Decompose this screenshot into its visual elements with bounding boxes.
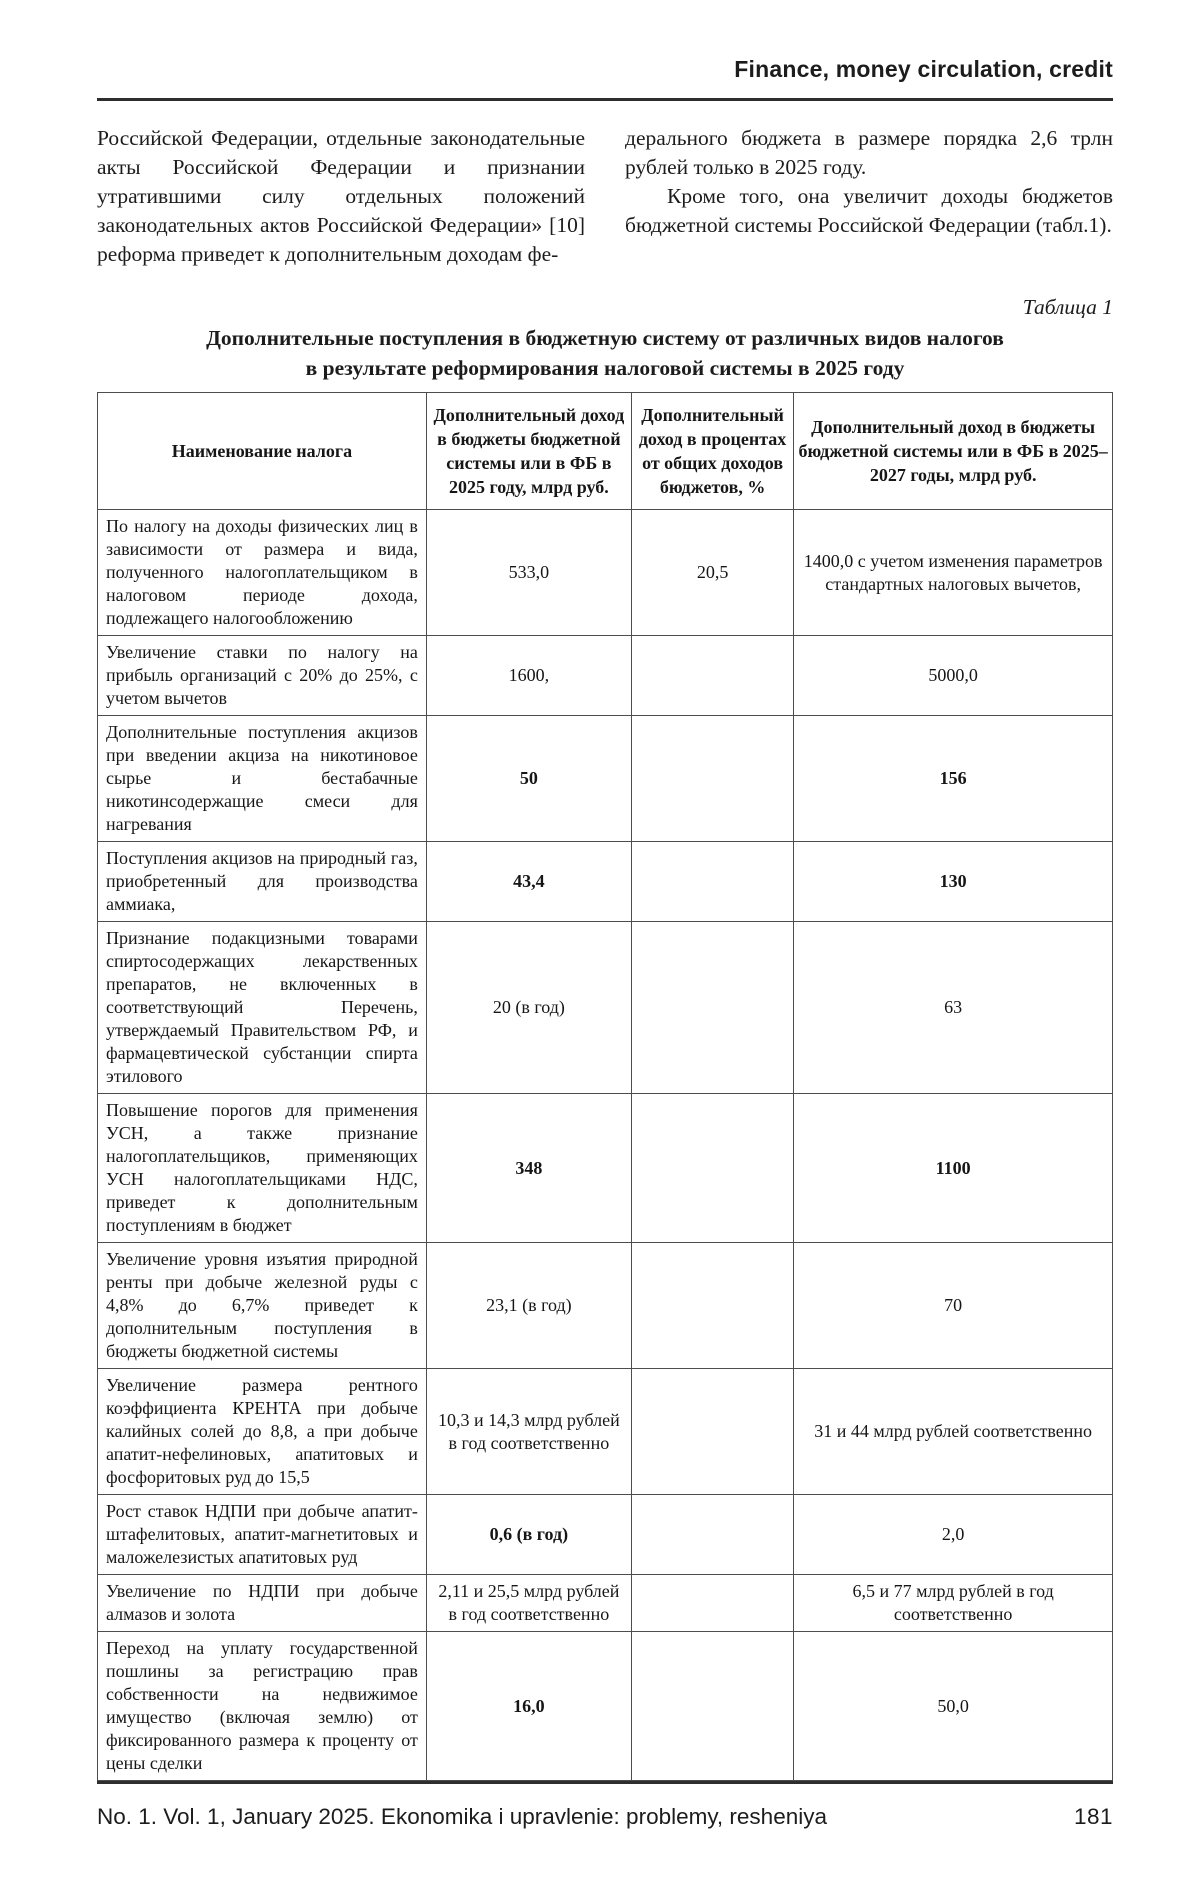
table-caption: Таблица 1: [1022, 295, 1113, 319]
tax-name-cell: Увеличение размера рентного коэффициента КРЕНТА при добыче калийных солей до 8,8, а при добыче апатит-нефелиновых, апатитовых и фосфоритовых руд до 15,5: [98, 1369, 427, 1495]
value-2025-cell: 23,1 (в год): [426, 1243, 631, 1369]
value-2025-2027-cell: 156: [794, 716, 1113, 842]
table-title: [97, 323, 1113, 383]
tax-name-cell: Рост ставок НДПИ при добыче апатит-штафелитовых, апатит-магнетитовых и маложелезистых апатитовых руд: [98, 1495, 427, 1575]
table-row: [98, 1495, 1113, 1575]
tax-name-cell: Поступления акцизов на природный газ, приобретенный для производства аммиака,: [98, 842, 427, 922]
intro-text: [97, 124, 1113, 269]
percent-cell: [631, 1369, 793, 1495]
tax-name-cell: По налогу на доходы физических лиц в зависимости от размера и вида, полученного налогоплательщиком в налоговом периоде дохода, подлежащего налогообложению: [98, 510, 427, 636]
intro-left-paragraph: Российской Федерации, отдельные законодательные акты Российской Федерации и признании утратившими силу отдельных положений законодательных актов Российской Федерации» [10] реформа приведет к дополнительным доходам фе-: [97, 126, 585, 266]
tax-name-cell: Увеличение по НДПИ при добыче алмазов и золота: [98, 1575, 427, 1632]
value-2025-cell: 20 (в год): [426, 922, 631, 1094]
table-row: [98, 510, 1113, 636]
percent-cell: [631, 1094, 793, 1243]
tax-name-cell: Признание подакцизными товарами спиртосодержащих лекарственных препаратов, не включенных в соответствующий Перечень, утверждаемый Правительством РФ, и фармацевтической субстанции спирта этилового: [98, 922, 427, 1094]
percent-cell: [631, 842, 793, 922]
footer-journal-info: No. 1. Vol. 1, January 2025. Ekonomika i upravlenie: problemy, resheniya: [97, 1804, 827, 1829]
percent-cell: 20,5: [631, 510, 793, 636]
tax-name-cell: Дополнительные поступления акцизов при введении акциза на никотиновое сырье и бестабачные никотинсодержащие смеси для нагревания: [98, 716, 427, 842]
value-2025-cell: 1600,: [426, 636, 631, 716]
value-2025-cell: 50: [426, 716, 631, 842]
running-head: Finance, money circulation, credit: [97, 56, 1113, 101]
percent-cell: [631, 922, 793, 1094]
percent-cell: [631, 716, 793, 842]
table-row: [98, 636, 1113, 716]
percent-cell: [631, 636, 793, 716]
column-header-percent: Дополнительный доход в процентах от общих доходов бюджетов, %: [631, 393, 793, 510]
table-row: [98, 1575, 1113, 1632]
footer-page-number: 181: [1073, 1804, 1113, 1829]
value-2025-2027-cell: 2,0: [794, 1495, 1113, 1575]
intro-right-paragraph-2: Кроме того, она увеличит доходы бюджетов бюджетной системы Российской Федерации (табл.1).: [625, 184, 1113, 237]
value-2025-2027-cell: 1400,0 с учетом изменения параметров стандартных налоговых вычетов,: [794, 510, 1113, 636]
value-2025-2027-cell: 70: [794, 1243, 1113, 1369]
table-title-line-1: Дополнительные поступления в бюджетную систему от различных видов налогов: [206, 326, 1004, 350]
value-2025-2027-cell: 6,5 и 77 млрд рублей в год соответственно: [794, 1575, 1113, 1632]
value-2025-2027-cell: 1100: [794, 1094, 1113, 1243]
intro-right-column: [625, 124, 1113, 269]
percent-cell: [631, 1243, 793, 1369]
table-row: [98, 716, 1113, 842]
value-2025-cell: 348: [426, 1094, 631, 1243]
table-row: [98, 1243, 1113, 1369]
value-2025-cell: 2,11 и 25,5 млрд рублей в год соответственно: [426, 1575, 631, 1632]
value-2025-2027-cell: 31 и 44 млрд рублей соответственно: [794, 1369, 1113, 1495]
table-row: [98, 842, 1113, 922]
table-title-line-2: в результате реформирования налоговой системы в 2025 году: [305, 356, 905, 380]
tax-name-cell: Увеличение уровня изъятия природной ренты при добыче железной руды с 4,8% до 6,7% приведет к дополнительным поступления в бюджеты бюджетной системы: [98, 1243, 427, 1369]
tax-name-cell: Повышение порогов для применения УСН, а также признание налогоплательщиков, применяющих УСН налогоплательщиками НДС, приведет к дополнительным поступлениям в бюджет: [98, 1094, 427, 1243]
table-row: [98, 1094, 1113, 1243]
table-row: [98, 1369, 1113, 1495]
value-2025-cell: 43,4: [426, 842, 631, 922]
table-row: [98, 922, 1113, 1094]
value-2025-2027-cell: 50,0: [794, 1632, 1113, 1781]
value-2025-cell: 533,0: [426, 510, 631, 636]
percent-cell: [631, 1495, 793, 1575]
intro-right-paragraph-1: дерального бюджета в размере порядка 2,6 трлн рублей только в 2025 году.: [625, 126, 1113, 179]
value-2025-2027-cell: 130: [794, 842, 1113, 922]
page-footer: [97, 1781, 1113, 1830]
tax-name-cell: Переход на уплату государственной пошлины за регистрацию прав собственности на недвижимое имущество (включая землю) от фиксированного размера к проценту от цены сделки: [98, 1632, 427, 1781]
value-2025-2027-cell: 63: [794, 922, 1113, 1094]
column-header-tax-name: Наименование налога: [98, 393, 427, 510]
column-header-income-2025-2027: Дополнительный доход в бюджеты бюджетной системы или в ФБ в 2025–2027 годы, млрд руб.: [794, 393, 1113, 510]
value-2025-cell: 10,3 и 14,3 млрд рублей в год соответственно: [426, 1369, 631, 1495]
column-header-income-2025: Дополнительный доход в бюджеты бюджетной системы или в ФБ в 2025 году, млрд руб.: [426, 393, 631, 510]
percent-cell: [631, 1575, 793, 1632]
value-2025-cell: 16,0: [426, 1632, 631, 1781]
value-2025-2027-cell: 5000,0: [794, 636, 1113, 716]
tax-name-cell: Увеличение ставки по налогу на прибыль организаций с 20% до 25%, с учетом вычетов: [98, 636, 427, 716]
tax-revenue-table: [97, 392, 1113, 1781]
value-2025-cell: 0,6 (в год): [426, 1495, 631, 1575]
percent-cell: [631, 1632, 793, 1781]
table-header-row: [98, 393, 1113, 510]
intro-left-column: [97, 124, 585, 269]
table-row: [98, 1632, 1113, 1781]
